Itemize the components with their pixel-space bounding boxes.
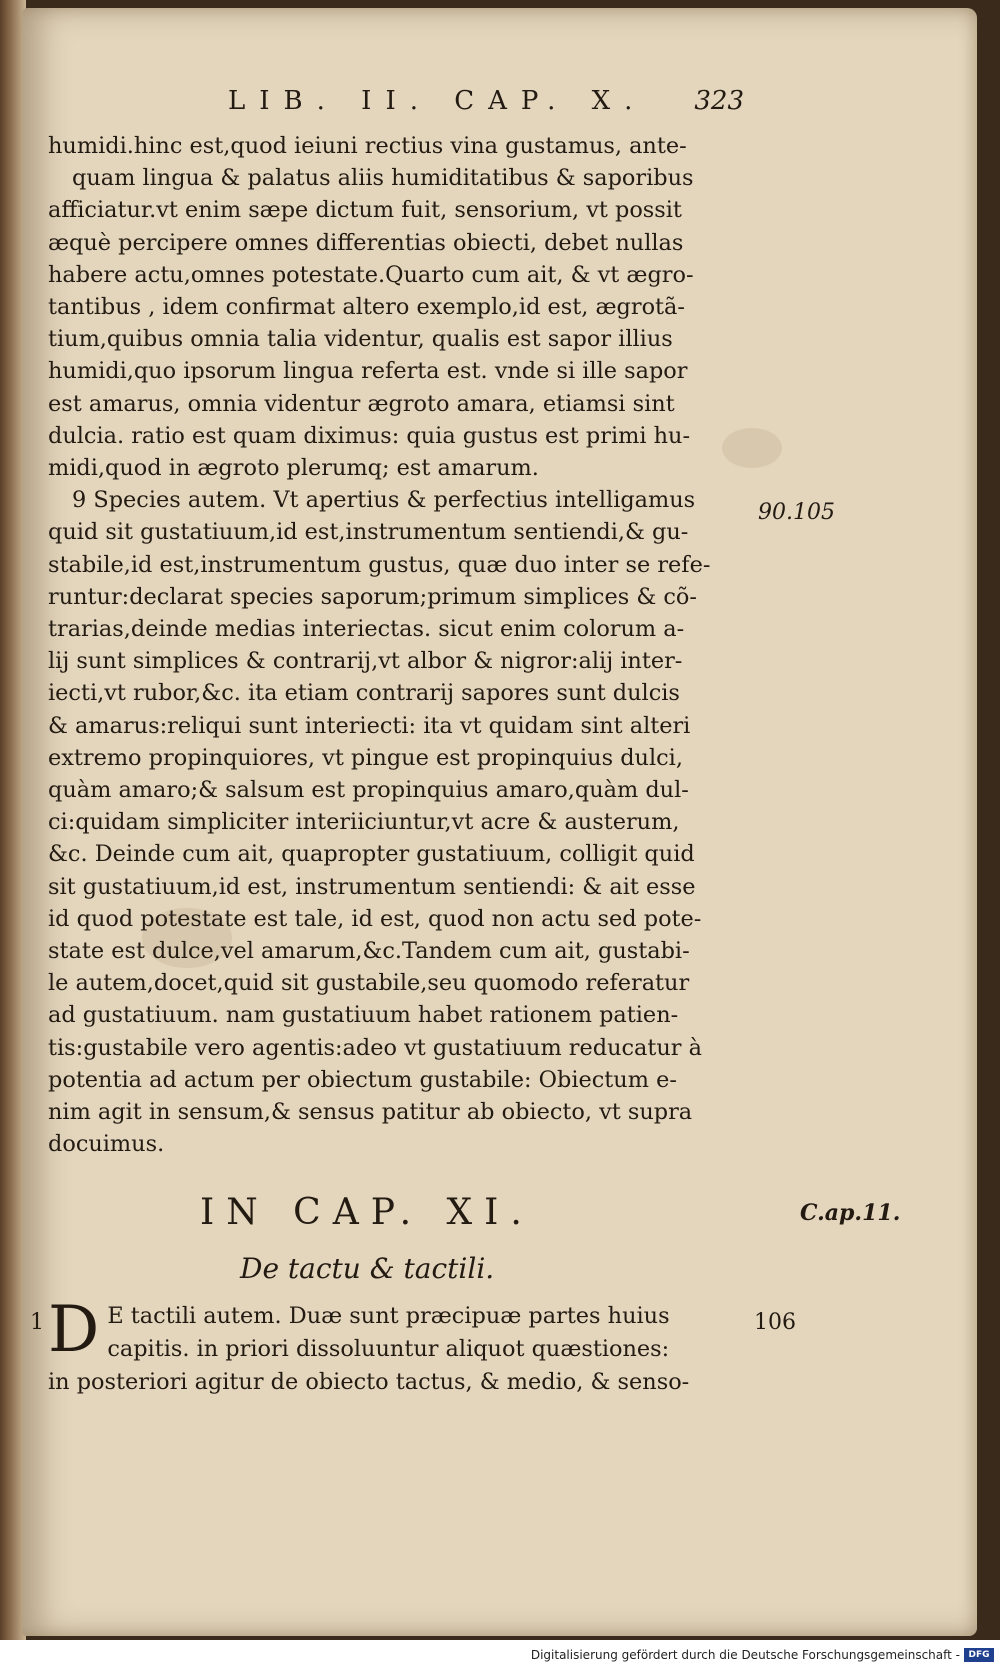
text-line: trarias,deinde medias interiectas. sicut enim colorum a-	[48, 616, 685, 643]
text-line: humidi.hinc est,quod ieiuni rectius vina gustamus, ante-	[48, 133, 687, 159]
running-head	[48, 86, 744, 126]
text-line: midi,quod in ægroto plerumq; est amarum.	[48, 455, 539, 482]
text-line: runtur:declarat species saporum;primum simplices & cõ-	[48, 583, 697, 610]
dfg-logo-icon: DFG	[964, 1648, 994, 1662]
text-line: ci:quidam simpliciter interiiciuntur,vt acre & austerum,	[48, 809, 680, 836]
text-line: tantibus , idem confirmat altero exemplo,id est, ægrotã-	[48, 294, 685, 321]
text-line: est amarus, omnia videntur ægroto amara, etiamsi sint	[48, 390, 675, 417]
margin-note: 106	[754, 1310, 796, 1335]
text-line: extremo propinquiores, vt pingue est propinquius dulci,	[48, 744, 683, 771]
text-line: docuimus.	[48, 1131, 165, 1158]
folio-number: 323	[694, 86, 744, 116]
text-line: lij sunt simplices & contrarij,vt albor & nigror:alij inter-	[48, 648, 683, 675]
text-line: potentia ad actum per obiectum gustabile: Obiectum e-	[48, 1066, 677, 1093]
main-text	[48, 130, 728, 1161]
drop-capital: D	[48, 1293, 100, 1367]
running-head-title: LIB. II. CAP. X.	[228, 86, 647, 116]
text-line: 9 Species autem. Vt apertius & perfectius intelligamus	[72, 487, 696, 514]
text-line: quam lingua & palatus aliis humiditatibus & saporibus	[72, 165, 694, 192]
text-line: dulcia. ratio est quam diximus: quia gustus est primi hu-	[48, 422, 691, 449]
text-line: quid sit gustatiuum,id est,instrumentum sentiendi,& gu-	[48, 519, 689, 546]
chapter-title: IN CAP. XI.	[200, 1192, 534, 1233]
text-line: habere actu,omnes potestate.Quarto cum ait, & vt ægro-	[48, 261, 694, 288]
margin-note: C.ap.11.	[800, 1200, 901, 1226]
paper-stain	[722, 428, 782, 468]
text-line: le autem,docet,quid sit gustabile,seu quomodo referatur	[48, 970, 690, 997]
section-two-text	[48, 1293, 728, 1399]
text-line: humidi,quo ipsorum lingua referta est. vnde si ille sapor	[48, 358, 688, 385]
text-line: iecti,vt rubor,&c. ita etiam contrarij sapores sunt dulcis	[48, 680, 680, 707]
text-line: &c. Deinde cum ait, quapropter gustatiuum, colligit quid	[48, 841, 695, 868]
section-marker: 1	[30, 1310, 44, 1335]
text-line: sit gustatiuum,id est, instrumentum sentiendi: & ait esse	[48, 873, 696, 900]
footer-credit: Digitalisierung gefördert durch die Deutsche Forschungsgemeinschaft -	[530, 1648, 960, 1662]
text-line: ad gustatiuum. nam gustatiuum habet rationem patien-	[48, 1002, 679, 1029]
text-line: & amarus:reliqui sunt interiecti: ita vt quidam sint alteri	[48, 712, 691, 739]
text-line: E tactili autem. Duæ sunt præcipuæ partes huius	[107, 1303, 670, 1329]
text-line: æquè percipere omnes differentias obiecti, debet nullas	[48, 229, 684, 256]
text-line: quàm amaro;& salsum est propinquius amaro,quàm dul-	[48, 777, 689, 804]
margin-note: 90.105	[758, 500, 835, 525]
text-line: tis:gustabile vero agentis:adeo vt gustatiuum reducatur à	[48, 1034, 702, 1061]
text-line: id quod potestate est tale, id est, quod non actu sed pote-	[48, 905, 702, 932]
text-line: afficiatur.vt enim sæpe dictum fuit, sensorium, vt possit	[48, 197, 682, 224]
text-line: state est dulce,vel amarum,&c.Tandem cum ait, gustabi-	[48, 938, 690, 965]
text-line: nim agit in sensum,& sensus patitur ab obiecto, vt supra	[48, 1099, 693, 1126]
text-line: capitis. in priori dissoluuntur aliquot quæstiones:	[107, 1336, 670, 1362]
chapter-subtitle: De tactu & tactili.	[240, 1252, 495, 1285]
text-line: tium,quibus omnia talia videntur, qualis est sapor illius	[48, 326, 673, 353]
text-line: in posteriori agitur de obiecto tactus, & medio, & senso-	[48, 1369, 690, 1395]
text-line: stabile,id est,instrumentum gustus, quæ duo inter se refe-	[48, 551, 711, 578]
